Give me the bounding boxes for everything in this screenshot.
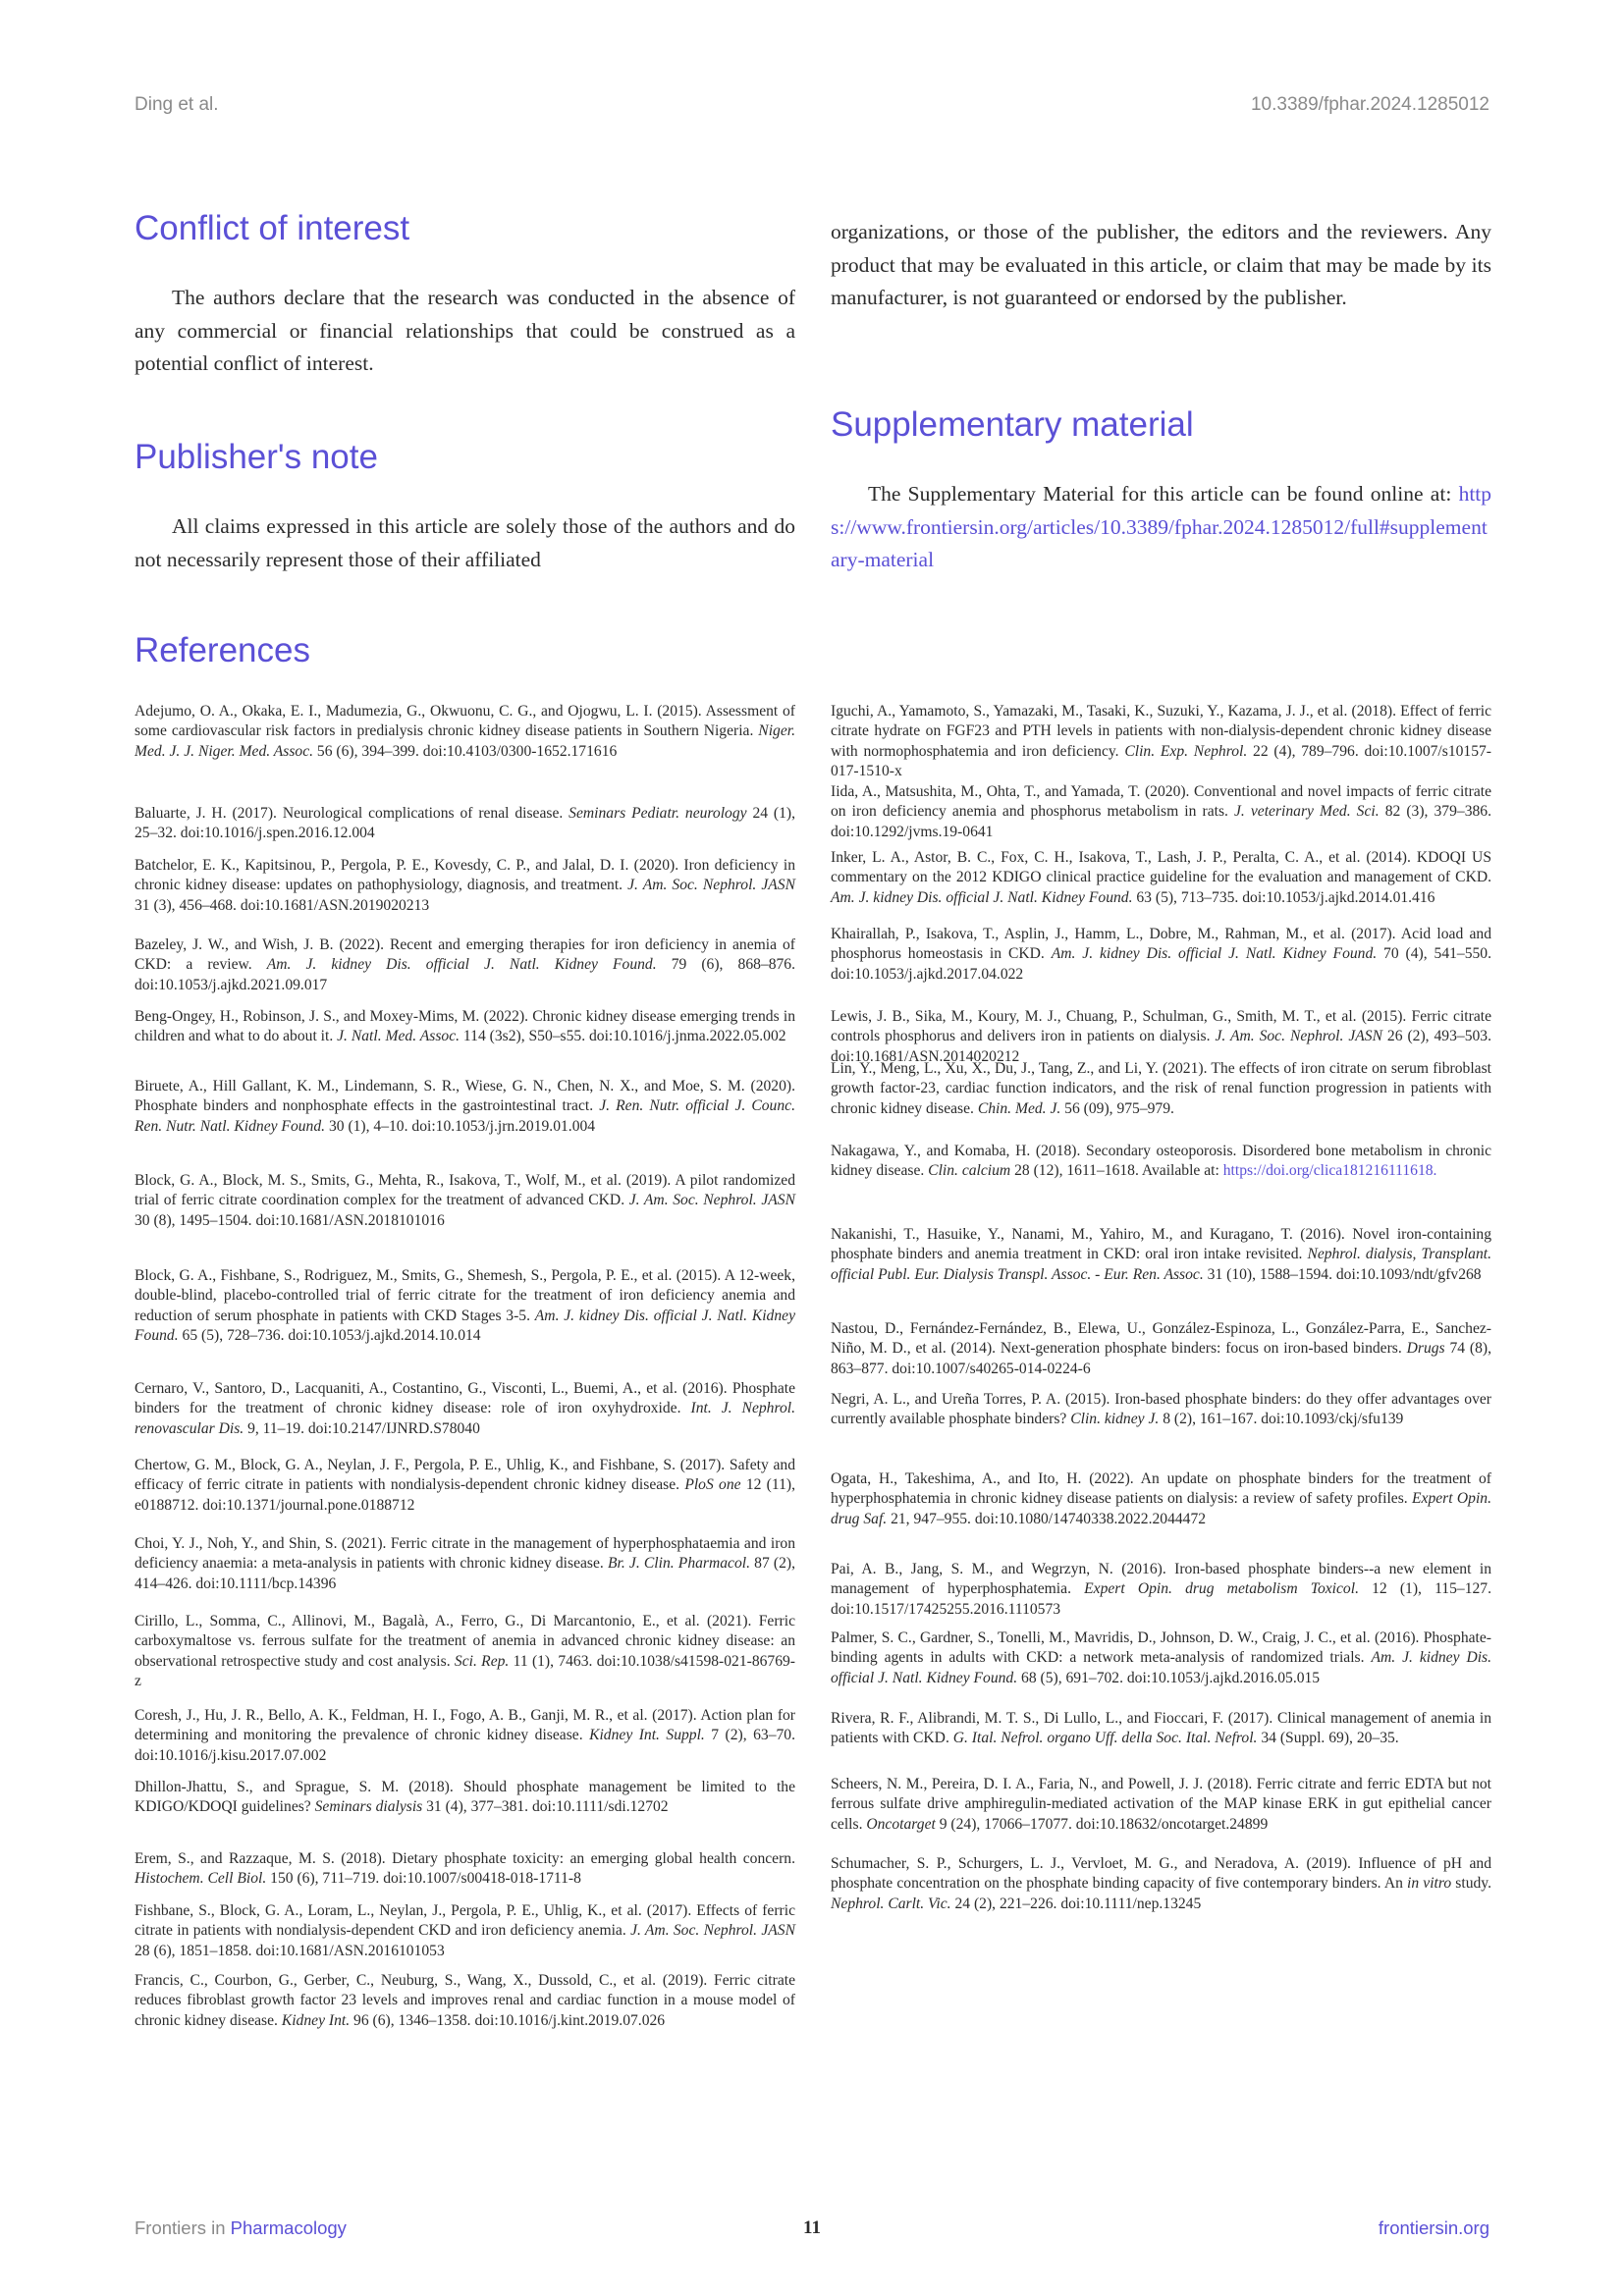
running-header-authors: Ding et al. (135, 94, 219, 115)
reference-details: 34 (Suppl. 69), 20–35. (1257, 1730, 1399, 1747)
reference-journal: J. Am. Soc. Nephrol. JASN (1215, 1028, 1382, 1045)
reference-details-2: 24 (2), 221–226. doi:10.1111/nep.13245 (950, 1895, 1202, 1912)
reference-journal: J. Ren. Nutr. official J. Counc. Ren. Nutr. Natl. Kidney Found. (135, 1097, 795, 1135)
reference-text: Lewis, J. B., Sika, M., Koury, M. J., Chuang, P., Schulman, G., Smith, M. T., et al. (2015). Ferric citrate controls phosphorus and delivers iron in patients on dialysis. (831, 1008, 1491, 1045)
reference-entry (831, 1390, 1491, 1430)
reference-journal: Seminars Pediatr. neurology (568, 805, 747, 822)
reference-entry (831, 782, 1491, 842)
publisher-text-right: organizations, or those of the publisher, the editors and the reviewers. Any product that may be evaluated in this article, or claim that may be made by its manufacturer, is not guaranteed or endorsed by the publisher. (831, 220, 1491, 309)
reference-journal: J. Am. Soc. Nephrol. JASN (627, 877, 795, 894)
reference-details: 114 (3s2), S50–s55. doi:10.1016/j.jnma.2022.05.002 (460, 1028, 786, 1045)
reference-details: 70 (4), 541–550. doi:10.1053/j.ajkd.2017.04.022 (831, 945, 1491, 983)
reference-text: Rivera, R. F., Alibrandi, M. T. S., Di Lullo, L., and Fioccari, F. (2017). Clinical management of anemia in patients with CKD. (831, 1710, 1491, 1747)
reference-journal: Seminars dialysis (314, 1798, 423, 1816)
reference-entry (135, 856, 795, 916)
reference-entry (135, 1971, 795, 2031)
reference-details: 21, 947–955. doi:10.1080/14740338.2022.2044472 (887, 1510, 1207, 1527)
reference-details: 65 (5), 728–736. doi:10.1053/j.ajkd.2014.10.014 (178, 1327, 481, 1345)
reference-journal: PloS one (684, 1476, 741, 1494)
reference-journal: J. veterinary Med. Sci. (1233, 803, 1380, 821)
reference-text: Beng-Ongey, H., Robinson, J. S., and Moxey-Mims, M. (2022). Chronic kidney disease emerging trends in children and what to do about it. (135, 1008, 795, 1045)
reference-details: 24 (1), 25–32. doi:10.1016/j.spen.2016.12.004 (135, 805, 795, 842)
reference-text: Pai, A. B., Jang, S. M., and Wegrzyn, N. (2016). Iron-based phosphate binders--a new element in management of hyperphosphatemia. (831, 1561, 1491, 1598)
reference-entry (135, 1379, 795, 1439)
reference-journal: Nephrol. dialysis, Transplant. official Publ. Eur. Dialysis Transpl. Assoc. - Eur. Ren. Assoc. (831, 1246, 1491, 1283)
reference-journal: G. Ital. Nefrol. organo Uff. della Soc. Ital. Nefrol. (952, 1730, 1258, 1747)
reference-details: 26 (2), 493–503. doi:10.1681/ASN.2014020212 (831, 1028, 1491, 1065)
reference-details: 7 (2), 63–70. doi:10.1016/j.kisu.2017.07.002 (135, 1727, 795, 1764)
reference-details: 31 (4), 377–381. doi:10.1111/sdi.12702 (422, 1798, 669, 1816)
reference-entry (135, 1901, 795, 1961)
reference-details: 68 (5), 691–702. doi:10.1053/j.ajkd.2016.05.015 (1017, 1669, 1321, 1686)
reference-journal: Sci. Rep. (454, 1652, 510, 1670)
reference-details: 11 (1), 7463. doi:10.1038/s41598-021-86769-z (135, 1652, 795, 1690)
reference-entry (831, 1560, 1491, 1620)
reference-journal: Clin. calcium (928, 1162, 1011, 1180)
reference-details: 150 (6), 711–719. doi:10.1007/s00418-018-1711-8 (266, 1870, 581, 1888)
reference-text: Dhillon-Jhattu, S., and Sprague, S. M. (2018). Should phosphate management be limited to the KDIGO/KDOQI guidelines? (135, 1779, 795, 1816)
reference-entry (135, 1612, 795, 1692)
reference-text: Biruete, A., Hill Gallant, K. M., Lindemann, S. R., Wiese, G. N., Chen, N. X., and Moe, S. M. (2020). Phosphate binders and nonphosphate effects in the gastrointestinal tract. (135, 1078, 795, 1115)
reference-entry (135, 935, 795, 995)
reference-entry (831, 1469, 1491, 1529)
reference-text: Iguchi, A., Yamamoto, S., Yamazaki, M., Tasaki, K., Suzuki, Y., Kazama, J. J., et al. (2018). Effect of ferric citrate hydrate on FGF23 and PTH levels in patients with non-dialysis-dependent chronic kidney disease with normophosphatemia and iron deficiency. (831, 703, 1491, 760)
reference-journal: Int. J. Nephrol. renovascular Dis. (135, 1400, 795, 1437)
reference-journal: J. Am. Soc. Nephrol. JASN (628, 1192, 795, 1209)
supplementary-heading: Supplementary material (831, 405, 1194, 444)
supplementary-text (831, 478, 1491, 577)
reference-details: 28 (12), 1611–1618. Available at: (1010, 1162, 1219, 1180)
reference-details: 12 (11), e0188712. doi:10.1371/journal.pone.0188712 (135, 1476, 795, 1514)
reference-details: 31 (3), 456–468. doi:10.1681/ASN.2019020213 (135, 896, 430, 914)
reference-details: 56 (6), 394–399. doi:10.4103/0300-1652.171616 (313, 742, 618, 760)
reference-entry (831, 702, 1491, 782)
footer-journal-prefix: Frontiers in (135, 2217, 226, 2238)
reference-details: 8 (2), 161–167. doi:10.1093/ckj/sfu139 (1159, 1411, 1404, 1428)
reference-text: Cirillo, L., Somma, C., Allinovi, M., Bagalà, A., Ferro, G., Di Marcantonio, E., et al. (2021). Ferric carboxymaltose vs. ferrous sulfate for the treatment of anemia in advanced chronic kidney disease: an observational retrospective study and cost analysis. (135, 1613, 795, 1670)
reference-text: Batchelor, E. K., Kapitsinou, P., Pergola, P. E., Kovesdy, C. P., and Jalal, D. I. (2020). Iron deficiency in chronic kidney disease: updates on pathophysiology, diagnosis, and treatment. (135, 857, 795, 894)
reference-journal: Clin. Exp. Nephrol. (1124, 742, 1248, 760)
reference-entry (135, 1266, 795, 1347)
reference-entry (831, 1142, 1491, 1182)
reference-text: Francis, C., Courbon, G., Gerber, C., Neuburg, S., Wang, X., Dussold, C., et al. (2019). Ferric citrate reduces fibroblast growth factor 23 levels and improves renal and cardiac function in a mouse model of chronic kidney disease. (135, 1972, 795, 2029)
reference-entry (831, 1775, 1491, 1835)
reference-text: Khairallah, P., Isakova, T., Asplin, J., Hamm, L., Dobre, M., Rahman, M., et al. (2017). Acid load and phosphorus homeostasis in CKD. (831, 926, 1491, 963)
reference-text: Nakanishi, T., Hasuike, Y., Nanami, M., Yahiro, M., and Kuragano, T. (2016). Novel iron-containing phosphate binders and anemia treatment in CKD: oral iron intake revisited. (831, 1226, 1491, 1263)
reference-journal: Kidney Int. Suppl. (589, 1727, 705, 1744)
reference-details: 74 (8), 863–877. doi:10.1007/s40265-014-0224-6 (831, 1340, 1491, 1377)
references-heading: References (135, 631, 310, 669)
reference-entry (135, 1778, 795, 1818)
reference-details: 28 (6), 1851–1858. doi:10.1681/ASN.2016101053 (135, 1942, 445, 1959)
reference-text: Bazeley, J. W., and Wish, J. B. (2022). Recent and emerging therapies for iron deficiency in anemia of CKD: a review. (135, 936, 795, 974)
reference-details: 30 (8), 1495–1504. doi:10.1681/ASN.2018101016 (135, 1211, 445, 1229)
reference-entry (831, 1629, 1491, 1688)
reference-details: 31 (10), 1588–1594. doi:10.1093/ndt/gfv268 (1203, 1265, 1482, 1283)
reference-entry (135, 1456, 795, 1516)
reference-text: Choi, Y. J., Noh, Y., and Shin, S. (2021). Ferric citrate in the management of hyperphosphataemia and iron deficiency anaemia: a meta-analysis in patients with chronic kidney disease. (135, 1535, 795, 1573)
reference-entry (135, 1077, 795, 1137)
reference-details: 82 (3), 379–386. doi:10.1292/jvms.19-0641 (831, 803, 1491, 840)
footer-journal-name: Pharmacology (230, 2217, 347, 2238)
reference-details: 56 (09), 975–979. (1060, 1099, 1174, 1117)
reference-journal: Am. J. kidney Dis. official J. Natl. Kidney Found. (831, 888, 1133, 906)
reference-text: Chertow, G. M., Block, G. A., Neylan, J. F., Pergola, P. E., Uhlig, K., and Fishbane, S. (2017). Safety and efficacy of ferric citrate in patients with nondialysis-dependent chronic kidney disease. (135, 1457, 795, 1494)
supplementary-lead: The Supplementary Material for this article can be found online at: (868, 482, 1452, 506)
reference-text: Block, G. A., Block, M. S., Smits, G., Mehta, R., Isakova, T., Wolf, M., et al. (2019). A pilot randomized trial of ferric citrate coordination complex for the treatment of advanced CKD. (135, 1172, 795, 1209)
reference-entry (831, 925, 1491, 985)
reference-entry (831, 1225, 1491, 1285)
reference-journal: Expert Opin. drug Saf. (831, 1490, 1491, 1527)
reference-details: 12 (1), 115–127. doi:10.1517/17425255.2016.1110573 (831, 1580, 1491, 1618)
reference-text: Coresh, J., Hu, J. R., Bello, A. K., Feldman, H. I., Fogo, A. B., Ganji, M. R., et al. (2017). Action plan for determining and monitoring the prevalence of chronic kidney disease. (135, 1707, 795, 1744)
reference-entry (135, 1706, 795, 1766)
supplementary-link[interactable]: https://www.frontiersin.org/articles/10.3389/fphar.2024.1285012/full#supplementary-material (831, 482, 1492, 571)
reference-text: Fishbane, S., Block, G. A., Loram, L., Neylan, J., Pergola, P. E., Uhlig, K., et al. (2017). Effects of ferric citrate in patients with nondialysis-dependent CKD and iron deficiency anemia. (135, 1902, 795, 1940)
reference-entry (135, 1171, 795, 1231)
conflict-text: The authors declare that the research was conducted in the absence of any commercial or financial relationships that could be construed as a potential conflict of interest. (135, 286, 795, 375)
publisher-heading: Publisher's note (135, 438, 378, 476)
reference-entry (831, 1059, 1491, 1119)
conflict-heading: Conflict of interest (135, 209, 410, 247)
reference-text: Schumacher, S. P., Schurgers, L. J., Vervloet, M. G., and Neradova, A. (2019). Influence of pH and phosphate concentration on the phosphate binding capacity of five contemporary binders. An (831, 1855, 1491, 1893)
reference-journal: Oncotarget (866, 1815, 936, 1833)
reference-text: Adejumo, O. A., Okaka, E. I., Madumezia, G., Okwuonu, C. G., and Ojogwu, L. I. (2015). Assessment of some cardiovascular risk factors in predialysis chronic kidney disease patients in Southern Nigeria. (135, 703, 795, 740)
reference-entry (831, 1854, 1491, 1914)
reference-details: study. (1451, 1875, 1491, 1893)
running-header-doi: 10.3389/fphar.2024.1285012 (1250, 94, 1489, 115)
reference-journal: Am. J. kidney Dis. official J. Natl. Kidney Found. (135, 1307, 795, 1345)
reference-entry (831, 1319, 1491, 1379)
reference-journal: Chin. Med. J. (977, 1099, 1061, 1117)
reference-journal: Am. J. kidney Dis. official J. Natl. Kidney Found. (831, 1649, 1492, 1686)
publisher-text-left: All claims expressed in this article are solely those of the authors and do not necessarily represent those of their affiliated (135, 514, 795, 571)
reference-journal-2: Nephrol. Carlt. Vic. (831, 1895, 951, 1912)
reference-details: 30 (1), 4–10. doi:10.1053/j.jrn.2019.01.004 (325, 1117, 596, 1135)
reference-journal: Br. J. Clin. Pharmacol. (607, 1555, 750, 1573)
reference-text: Nakagawa, Y., and Komaba, H. (2018). Secondary osteoporosis. Disordered bone metabolism in chronic kidney disease. (831, 1143, 1491, 1180)
reference-details: 87 (2), 414–426. doi:10.1111/bcp.14396 (135, 1555, 795, 1592)
reference-journal: Histochem. Cell Biol. (135, 1870, 267, 1888)
reference-details: 9 (24), 17066–17077. doi:10.18632/oncotarget.24899 (935, 1815, 1269, 1833)
reference-text: Baluarte, J. H. (2017). Neurological complications of renal disease. (135, 805, 569, 822)
reference-details: 22 (4), 789–796. doi:10.1007/s10157-017-1510-x (831, 742, 1492, 780)
reference-text: Block, G. A., Fishbane, S., Rodriguez, M., Smits, G., Shemesh, S., Pergola, P. E., et al. (2015). A 12-week, double-blind, placebo-controlled trial of ferric citrate for the treatment of iron deficiency anemia and reduction of serum phosphate in patients with CKD Stages 3-5. (135, 1267, 795, 1324)
reference-entry (135, 804, 795, 844)
reference-journal: in vitro (1407, 1875, 1452, 1893)
reference-text: Scheers, N. M., Pereira, D. I. A., Faria, N., and Powell, J. J. (2018). Ferric citrate and ferric EDTA but not ferrous sulfate drive amphiregulin-mediated activation of the MAP kinase ERK in gut epithelial cancer cells. (831, 1776, 1491, 1833)
reference-journal: J. Am. Soc. Nephrol. JASN (630, 1922, 795, 1940)
reference-details: 63 (5), 713–735. doi:10.1053/j.ajkd.2014.01.416 (1132, 888, 1435, 906)
reference-text: Lin, Y., Meng, L., Xu, X., Du, J., Tang, Z., and Li, Y. (2021). The effects of iron citrate on serum fibroblast growth factor-23, cardiac function indicators, and the risk of renal function progression in patients with chronic kidney disease. (831, 1060, 1491, 1117)
reference-entry (135, 1534, 795, 1594)
reference-text: Iida, A., Matsushita, M., Ohta, T., and Yamada, T. (2020). Conventional and novel impacts of ferric citrate on iron deficiency anemia and phosphorus metabolism in rats. (831, 783, 1491, 821)
reference-entry (135, 1007, 795, 1047)
reference-text: Nastou, D., Fernández-Fernández, B., Elewa, U., González-Espinoza, L., González-Parra, E., Sanchez-Niño, M. D., et al. (2014). Next-generation phosphate binders: focus on iron-based binders. (831, 1320, 1491, 1358)
reference-journal: Expert Opin. drug metabolism Toxicol. (1084, 1580, 1359, 1598)
reference-details: 9, 11–19. doi:10.2147/IJNRD.S78040 (244, 1419, 480, 1437)
reference-link[interactable]: https://doi.org/clica181216111618. (1218, 1162, 1437, 1180)
reference-details: 79 (6), 868–876. doi:10.1053/j.ajkd.2021.09.017 (135, 956, 796, 993)
reference-entry (135, 1849, 795, 1890)
reference-entry (135, 702, 795, 762)
reference-journal: J. Natl. Med. Assoc. (337, 1028, 460, 1045)
footer-site-link[interactable]: frontiersin.org (1378, 2217, 1489, 2238)
reference-text: Negri, A. L., and Ureña Torres, P. A. (2015). Iron-based phosphate binders: do they offer advantages over currently available phosphate binders? (831, 1391, 1491, 1428)
reference-text: Palmer, S. C., Gardner, S., Tonelli, M., Mavridis, D., Johnson, D. W., Craig, J. C., et al. (2016). Phosphate-binding agents in adults with CKD: a network meta-analysis of randomized trials. (831, 1629, 1491, 1667)
reference-journal: Clin. kidney J. (1070, 1411, 1160, 1428)
reference-text: Erem, S., and Razzaque, M. S. (2018). Dietary phosphate toxicity: an emerging global health concern. (135, 1850, 795, 1867)
reference-journal: Am. J. kidney Dis. official J. Natl. Kidney Found. (266, 956, 657, 974)
reference-journal: Drugs (1406, 1340, 1445, 1358)
reference-text: Cernaro, V., Santoro, D., Lacquaniti, A., Costantino, G., Visconti, L., Buemi, A., et al. (2016). Phosphate binders for the treatment of chronic kidney disease: role of iron oxyhydroxide. (135, 1380, 795, 1417)
reference-entry (831, 1709, 1491, 1749)
reference-entry (831, 848, 1491, 908)
reference-journal: Niger. Med. J. J. Niger. Med. Assoc. (135, 722, 795, 760)
reference-journal: Am. J. kidney Dis. official J. Natl. Kidney Found. (1051, 945, 1378, 963)
reference-journal: Kidney Int. (281, 2011, 351, 2029)
reference-text: Inker, L. A., Astor, B. C., Fox, C. H., Isakova, T., Lash, J. P., Peralta, C. A., et al. (2014). KDOQI US commentary on the 2012 KDIGO clinical practice guideline for the evaluation and management of CKD. (831, 849, 1491, 886)
page-number: 11 (803, 2217, 821, 2238)
reference-text: Ogata, H., Takeshima, A., and Ito, H. (2022). An update on phosphate binders for the treatment of hyperphosphatemia in chronic kidney disease patients on dialysis: a review of safety profiles. (831, 1470, 1491, 1508)
reference-details: 96 (6), 1346–1358. doi:10.1016/j.kint.2019.07.026 (350, 2011, 666, 2029)
